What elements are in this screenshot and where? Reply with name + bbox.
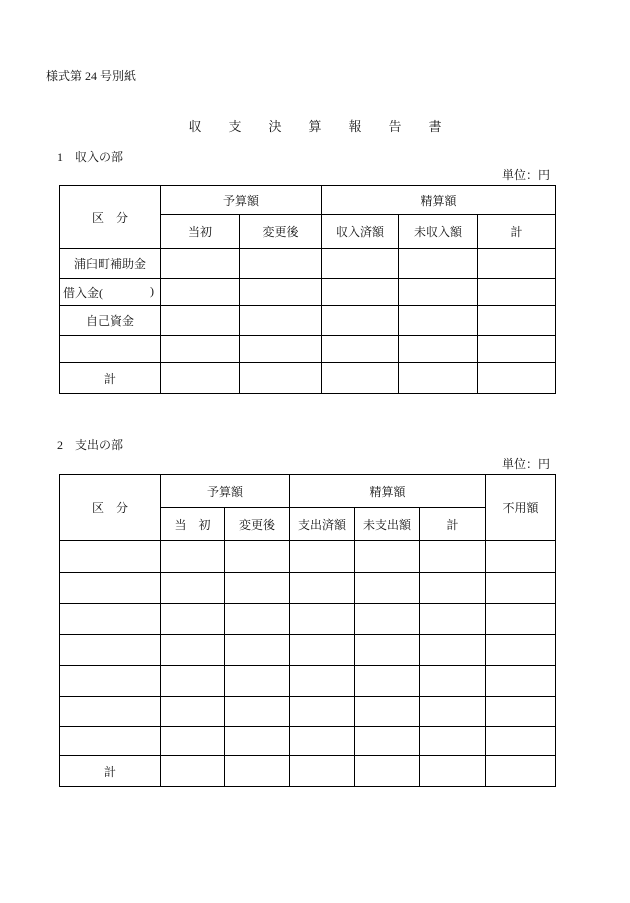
amount-cell (240, 363, 322, 394)
amount-cell (240, 279, 322, 306)
table-row (60, 727, 556, 756)
table-row (60, 249, 556, 279)
table-row (60, 573, 556, 604)
table-header-row (60, 475, 556, 508)
amount-cell (290, 635, 355, 666)
amount-cell (355, 756, 420, 787)
amount-cell (355, 541, 420, 573)
amount-cell (161, 727, 225, 756)
amount-cell (290, 666, 355, 697)
row-label (60, 604, 161, 635)
amount-cell (225, 635, 290, 666)
unused-header: 不用額 (486, 475, 556, 541)
amount-cell (225, 573, 290, 604)
amount-cell (225, 666, 290, 697)
settlement-header: 精算額 (290, 475, 486, 508)
amount-cell (399, 336, 478, 363)
expenditure-table (59, 474, 556, 787)
amount-cell (290, 697, 355, 727)
expenditure-section-heading: 2 支出の部 (57, 438, 124, 452)
budget-header: 予算額 (161, 186, 322, 215)
amount-cell (290, 604, 355, 635)
amount-cell (290, 727, 355, 756)
table-row (60, 697, 556, 727)
amount-cell (399, 279, 478, 306)
amount-cell (322, 279, 399, 306)
amount-cell (161, 573, 225, 604)
row-label: 自己資金 (60, 306, 161, 336)
revised-header: 変更後 (225, 508, 290, 541)
amount-cell (240, 336, 322, 363)
unreceived-header: 未収入額 (399, 215, 478, 249)
row-label (60, 541, 161, 573)
form-number: 様式第 24 号別紙 (46, 69, 137, 83)
amount-cell (486, 541, 556, 573)
amount-cell (161, 279, 240, 306)
table-row (60, 635, 556, 666)
amount-cell (161, 541, 225, 573)
amount-cell (322, 249, 399, 279)
amount-cell (161, 756, 225, 787)
amount-cell (478, 279, 556, 306)
amount-cell (322, 336, 399, 363)
amount-cell (240, 306, 322, 336)
initial-header: 当 初 (161, 508, 225, 541)
row-label (60, 697, 161, 727)
amount-cell (486, 573, 556, 604)
table-row (60, 541, 556, 573)
total-header: 計 (420, 508, 486, 541)
amount-cell (225, 541, 290, 573)
amount-cell (161, 697, 225, 727)
amount-cell (420, 666, 486, 697)
income-unit-label: 単位：円 (501, 168, 550, 182)
amount-cell (290, 573, 355, 604)
amount-cell (478, 306, 556, 336)
row-label (60, 635, 161, 666)
amount-cell (161, 336, 240, 363)
amount-cell (399, 249, 478, 279)
amount-cell (240, 249, 322, 279)
amount-cell (420, 604, 486, 635)
row-label (60, 573, 161, 604)
amount-cell (225, 697, 290, 727)
amount-cell (478, 336, 556, 363)
amount-cell (355, 604, 420, 635)
total-row (60, 756, 556, 787)
amount-cell (225, 756, 290, 787)
document-title: 収支決算報告書 (188, 119, 469, 134)
amount-cell (322, 306, 399, 336)
amount-cell (161, 635, 225, 666)
table-row (60, 306, 556, 336)
amount-cell (486, 697, 556, 727)
amount-cell (486, 635, 556, 666)
table-row (60, 336, 556, 363)
row-label (60, 279, 161, 306)
amount-cell (355, 635, 420, 666)
amount-cell (161, 249, 240, 279)
settlement-header: 精算額 (322, 186, 556, 215)
amount-cell (420, 756, 486, 787)
amount-cell (486, 756, 556, 787)
total-row (60, 363, 556, 394)
amount-cell (355, 697, 420, 727)
amount-cell (478, 363, 556, 394)
amount-cell (161, 363, 240, 394)
amount-cell (420, 727, 486, 756)
amount-cell (355, 573, 420, 604)
amount-cell (399, 306, 478, 336)
budget-header: 予算額 (161, 475, 290, 508)
row-label (60, 336, 161, 363)
row-label: 浦臼町補助金 (60, 249, 161, 279)
amount-cell (225, 604, 290, 635)
amount-cell (322, 363, 399, 394)
row-label-close-paren: ) (150, 283, 154, 298)
total-label: 計 (60, 363, 161, 394)
row-label-text: 借入金( (63, 285, 103, 300)
amount-cell (420, 541, 486, 573)
amount-cell (420, 573, 486, 604)
amount-cell (420, 635, 486, 666)
table-row (60, 666, 556, 697)
received-header: 収入済額 (322, 215, 399, 249)
total-label: 計 (60, 756, 161, 787)
amount-cell (355, 727, 420, 756)
spent-header: 支出済額 (290, 508, 355, 541)
expenditure-unit-label: 単位：円 (501, 457, 550, 471)
amount-cell (420, 697, 486, 727)
amount-cell (225, 727, 290, 756)
revised-header: 変更後 (240, 215, 322, 249)
row-label (60, 727, 161, 756)
amount-cell (355, 666, 420, 697)
table-row (60, 604, 556, 635)
amount-cell (486, 604, 556, 635)
amount-cell (161, 306, 240, 336)
income-section-heading: 1 収入の部 (57, 150, 124, 164)
amount-cell (399, 363, 478, 394)
initial-header: 当初 (161, 215, 240, 249)
total-header: 計 (478, 215, 556, 249)
amount-cell (290, 756, 355, 787)
category-header: 区 分 (60, 475, 161, 541)
amount-cell (161, 604, 225, 635)
category-header: 区 分 (60, 186, 161, 249)
unspent-header: 未支出額 (355, 508, 420, 541)
table-header-row (60, 186, 556, 215)
amount-cell (486, 727, 556, 756)
amount-cell (478, 249, 556, 279)
table-row (60, 279, 556, 306)
amount-cell (486, 666, 556, 697)
amount-cell (290, 541, 355, 573)
income-table (59, 185, 556, 394)
amount-cell (161, 666, 225, 697)
row-label (60, 666, 161, 697)
